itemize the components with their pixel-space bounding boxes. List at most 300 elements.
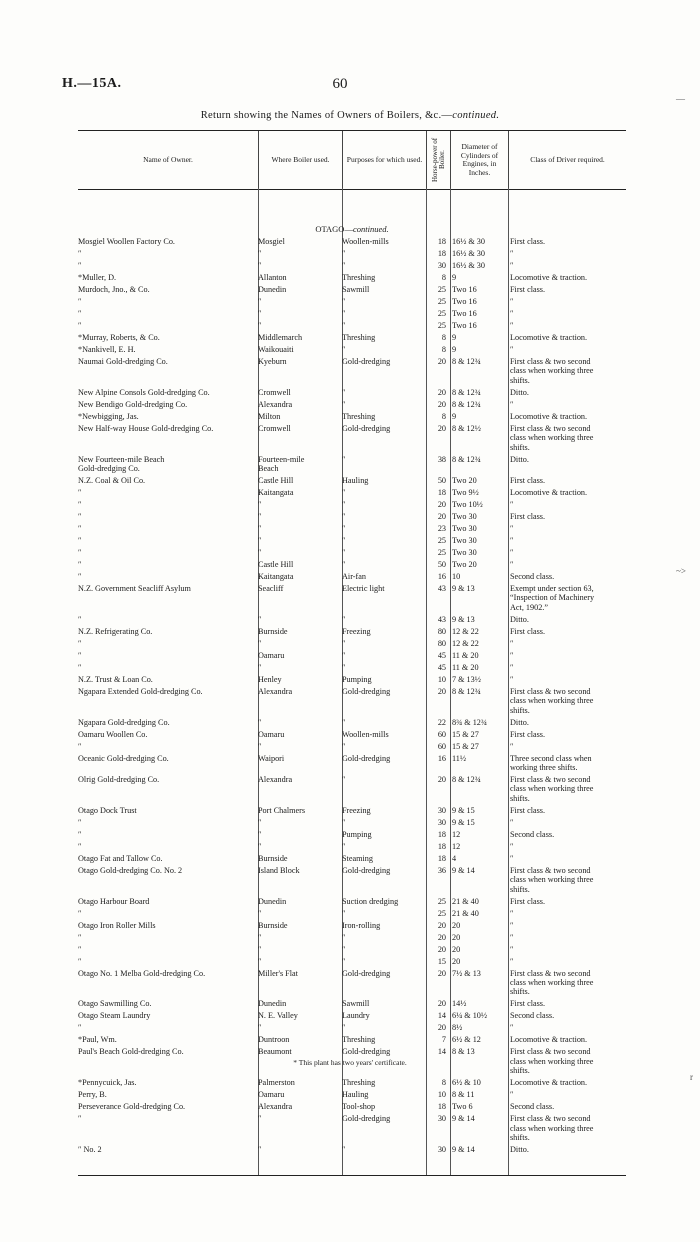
owner-name-cell: Murdoch, Jno., & Co. xyxy=(78,285,150,294)
where-used-cell: Kyeburn xyxy=(258,357,287,366)
driver-class-cell: ″ xyxy=(510,297,514,306)
cylinder-diameter-cell: 8 & 12¾ xyxy=(452,775,481,784)
driver-class-cell: Ditto. xyxy=(510,717,529,727)
col-horse-power: Horse-power of Boiler. xyxy=(426,131,450,189)
driver-class-cell: First class. xyxy=(510,626,546,636)
cylinder-diameter-cell: Two 9½ xyxy=(452,488,479,497)
horse-power-cell: 25 xyxy=(437,536,446,545)
purpose-cell: Gold-dredging xyxy=(342,753,391,763)
owner-name-cell: Mosgiel Woollen Factory Co. xyxy=(78,237,175,246)
purpose-cell: ″ xyxy=(342,399,346,409)
purpose-cell: ″ xyxy=(342,500,346,509)
cylinder-diameter-cell: 9 & 13 xyxy=(452,584,475,593)
purpose-cell: Steaming xyxy=(342,853,373,863)
purpose-cell: ″ xyxy=(342,841,346,851)
driver-class-cell: Locomotive & traction. xyxy=(510,1035,588,1045)
table-row xyxy=(78,627,626,636)
col-name-of-owner: Name of Owner. xyxy=(143,154,193,164)
owner-name-cell: ″ xyxy=(78,249,82,258)
purpose-cell: ″ xyxy=(342,741,346,751)
purpose-cell: Freezing xyxy=(342,805,371,815)
owner-name-cell: Perry, B. xyxy=(78,1090,107,1100)
driver-class-cell: First class. xyxy=(510,476,546,485)
table-row xyxy=(78,572,626,581)
owner-name-cell: Otago Steam Laundry xyxy=(78,1011,151,1021)
owner-name-cell: Ngapara Extended Gold-dredging Co. xyxy=(78,686,203,696)
purpose-cell: Sawmill xyxy=(342,999,370,1009)
where-used-cell: ″ xyxy=(258,512,262,521)
horse-power-cell: 23 xyxy=(437,524,446,533)
table-row xyxy=(78,249,626,258)
purpose-cell: ″ xyxy=(342,345,346,354)
owner-name-cell: Paul's Beach Gold-dredging Co. xyxy=(78,1047,184,1057)
purpose-cell: Gold-dredging xyxy=(342,686,391,696)
where-used-cell: ″ xyxy=(258,524,262,533)
horse-power-cell: 18 xyxy=(437,853,446,863)
horse-power-cell: 15 xyxy=(437,956,446,966)
where-used-cell: ″ xyxy=(258,638,262,648)
table-row xyxy=(78,536,626,545)
cylinder-diameter-cell: Two 30 xyxy=(452,512,477,521)
table-row xyxy=(78,488,626,497)
table-row xyxy=(78,775,626,803)
table-row xyxy=(78,921,626,930)
horse-power-cell: 80 xyxy=(437,638,446,648)
horse-power-cell: 30 xyxy=(437,817,446,827)
where-used-cell: Port Chalmers xyxy=(258,805,306,815)
horse-power-cell: 20 xyxy=(437,512,446,521)
purpose-cell: ″ xyxy=(342,548,346,557)
driver-class-cell: First class. xyxy=(510,729,546,739)
purpose-cell: ″ xyxy=(342,650,346,660)
horse-power-cell: 20 xyxy=(437,999,446,1009)
table-row xyxy=(78,909,626,918)
where-used-cell: Oamaru xyxy=(258,650,285,660)
where-used-cell: Milton xyxy=(258,411,281,421)
owner-name-cell: Otago Fat and Tallow Co. xyxy=(78,853,163,863)
cylinder-diameter-cell: Two 16 xyxy=(452,321,477,330)
driver-class-cell: ″ xyxy=(510,638,514,648)
driver-class-cell: Locomotive & traction. xyxy=(510,488,588,497)
purpose-cell: Air-fan xyxy=(342,572,366,581)
cylinder-diameter-cell: 8 & 11 xyxy=(452,1090,475,1100)
owner-name-cell: Otago Dock Trust xyxy=(78,805,137,815)
table-bottom-rule xyxy=(78,1175,626,1176)
owner-name-cell: ″ xyxy=(78,650,82,660)
where-used-cell: Island Block xyxy=(258,865,300,875)
cylinder-diameter-cell: 8¾ & 12¾ xyxy=(452,717,488,727)
table-row xyxy=(78,687,626,715)
cylinder-diameter-cell: 7½ & 13 xyxy=(452,968,481,978)
driver-class-cell: First class & two second class when working three shifts. xyxy=(510,865,594,894)
horse-power-cell: 20 xyxy=(437,357,446,366)
horse-power-cell: 20 xyxy=(437,1023,446,1033)
owner-name-cell: New Half-way House Gold-dredging Co. xyxy=(78,423,214,433)
horse-power-cell: 16 xyxy=(437,753,446,763)
horse-power-cell: 18 xyxy=(437,249,446,258)
table-row xyxy=(78,1102,626,1111)
table-row xyxy=(78,1114,626,1142)
driver-class-cell: Locomotive & traction. xyxy=(510,333,588,342)
driver-class-cell: ″ xyxy=(510,500,514,509)
owner-name-cell: *Muller, D. xyxy=(78,273,117,282)
driver-class-cell: ″ xyxy=(510,741,514,751)
table-row xyxy=(78,1145,626,1154)
driver-class-cell: ″ xyxy=(510,650,514,660)
driver-class-cell: First class & two second class when working three shifts. xyxy=(510,1114,594,1142)
cylinder-diameter-cell: 8 & 12½ xyxy=(452,423,481,433)
cylinder-diameter-cell: Two 20 xyxy=(452,476,477,485)
owner-name-cell: *Newbigging, Jas. xyxy=(78,411,139,421)
cylinder-diameter-cell: 8 & 13 xyxy=(452,1047,475,1057)
owner-name-cell: ″ xyxy=(78,614,82,624)
driver-class-cell: ″ xyxy=(510,1023,514,1033)
where-used-cell: Burnside xyxy=(258,626,288,636)
table-row xyxy=(78,969,626,997)
purpose-cell: Hauling xyxy=(342,1090,369,1100)
where-used-cell: ″ xyxy=(258,841,262,851)
owner-name-cell: Naumai Gold-dredging Co. xyxy=(78,357,168,366)
cylinder-diameter-cell: 9 xyxy=(452,333,457,342)
margin-mark: — xyxy=(676,94,685,104)
purpose-cell: Hauling xyxy=(342,476,369,485)
purpose-cell: ″ xyxy=(342,488,346,497)
horse-power-cell: 50 xyxy=(437,476,446,485)
purpose-cell: Gold-dredging xyxy=(342,1114,391,1124)
driver-class-cell: Second class. xyxy=(510,1102,555,1112)
table-row xyxy=(78,321,626,330)
purpose-cell: ″ xyxy=(342,297,346,306)
driver-class-cell: ″ xyxy=(510,321,514,330)
table-row xyxy=(78,1078,626,1087)
driver-class-cell: ″ xyxy=(510,674,514,684)
horse-power-cell: 80 xyxy=(437,626,446,636)
owner-name-cell: New Fourteen-mile Beach Gold-dredging Co. xyxy=(78,454,165,473)
driver-class-cell: ″ xyxy=(510,817,514,827)
purpose-cell: ″ xyxy=(342,309,346,318)
table-row xyxy=(78,999,626,1008)
owner-name-cell: ″ xyxy=(78,536,82,545)
owner-name-cell: ″ xyxy=(78,309,82,318)
table-row xyxy=(78,548,626,557)
return-title xyxy=(0,110,700,121)
owner-name-cell: *Murray, Roberts, & Co. xyxy=(78,333,160,342)
horse-power-cell: 43 xyxy=(437,584,446,593)
owner-name-cell: ″ xyxy=(78,932,82,942)
horse-power-cell: 43 xyxy=(437,614,446,624)
driver-class-cell: ″ xyxy=(510,932,514,942)
purpose-cell: ″ xyxy=(342,249,346,258)
cylinder-diameter-cell: 9 & 13 xyxy=(452,614,475,624)
where-used-cell: Duntroon xyxy=(258,1035,290,1045)
horse-power-cell: 60 xyxy=(437,729,446,739)
purpose-cell: ″ xyxy=(342,817,346,827)
cylinder-diameter-cell: 11 & 20 xyxy=(452,650,479,660)
where-used-cell: Burnside xyxy=(258,853,288,863)
purpose-cell: ″ xyxy=(342,1145,346,1154)
purpose-cell: ″ xyxy=(342,932,346,942)
where-used-cell: ″ xyxy=(258,309,262,318)
cylinder-diameter-cell: 16½ & 30 xyxy=(452,237,485,246)
purpose-cell: Gold-dredging xyxy=(342,1047,391,1057)
cylinder-diameter-cell: 6½ & 10 xyxy=(452,1078,481,1088)
horse-power-cell: 16 xyxy=(437,572,446,581)
owner-name-cell: ″ xyxy=(78,548,82,557)
cylinder-diameter-cell: Two 20 xyxy=(452,560,477,569)
where-used-cell: ″ xyxy=(258,956,262,966)
horse-power-cell: 20 xyxy=(437,399,446,409)
where-used-cell: ″ xyxy=(258,662,262,672)
purpose-cell: Woollen-mills xyxy=(342,729,389,739)
horse-power-cell: 30 xyxy=(437,1145,446,1154)
driver-class-cell: First class & two second class when working three shifts. xyxy=(510,1047,594,1076)
driver-class-cell: Second class. xyxy=(510,829,555,839)
where-used-cell: Beaumont xyxy=(258,1047,292,1057)
horse-power-cell: 18 xyxy=(437,841,446,851)
owner-name-cell: ″ xyxy=(78,944,82,954)
purpose-cell: Laundry xyxy=(342,1011,370,1021)
where-used-cell: Alexandra xyxy=(258,686,293,696)
where-used-cell: ″ xyxy=(258,741,262,751)
horse-power-cell: 45 xyxy=(437,650,446,660)
table-row xyxy=(78,651,626,660)
driver-class-cell: First class. xyxy=(510,237,546,246)
where-used-cell: Waipori xyxy=(258,753,285,763)
driver-class-cell: ″ xyxy=(510,841,514,851)
where-used-cell: ″ xyxy=(258,614,262,624)
col-purposes: Purposes for which used. xyxy=(342,131,426,189)
table-row xyxy=(78,285,626,294)
owner-name-cell: ″ xyxy=(78,741,82,751)
horse-power-cell: 8 xyxy=(441,273,446,282)
cylinder-diameter-cell: 9 & 15 xyxy=(452,817,475,827)
driver-class-cell: ″ xyxy=(510,524,514,533)
driver-class-cell: ″ xyxy=(510,956,514,966)
driver-class-cell: ″ xyxy=(510,944,514,954)
owner-name-cell: N.Z. Trust & Loan Co. xyxy=(78,674,153,684)
where-used-cell: ″ xyxy=(258,717,262,727)
where-used-cell: N. E. Valley xyxy=(258,1011,298,1021)
owner-name-cell: *Pennycuick, Jas. xyxy=(78,1078,137,1088)
table-row xyxy=(78,424,626,452)
table-row xyxy=(78,854,626,863)
purpose-cell: ″ xyxy=(342,956,346,966)
cylinder-diameter-cell: 10 xyxy=(452,572,461,581)
horse-power-cell: 8 xyxy=(441,345,446,354)
owner-name-cell: *Nankivell, E. H. xyxy=(78,345,136,354)
purpose-cell: Tool-shop xyxy=(342,1102,376,1112)
where-used-cell: Alexandra xyxy=(258,775,293,784)
table-row xyxy=(78,639,626,648)
table-row xyxy=(78,818,626,827)
driver-class-cell: Second class. xyxy=(510,572,555,581)
driver-class-cell: ″ xyxy=(510,345,514,354)
table-row xyxy=(78,500,626,509)
cylinder-diameter-cell: 9 xyxy=(452,345,457,354)
purpose-cell: Threshing xyxy=(342,273,376,282)
horse-power-cell: 30 xyxy=(437,1114,446,1124)
driver-class-cell: ″ xyxy=(510,548,514,557)
owner-name-cell: ″ xyxy=(78,1023,82,1033)
purpose-cell: Iron-rolling xyxy=(342,920,381,930)
horse-power-cell: 45 xyxy=(437,662,446,672)
purpose-cell: ″ xyxy=(342,717,346,727)
cylinder-diameter-cell: 12 xyxy=(452,829,461,839)
owner-name-cell: ″ xyxy=(78,829,82,839)
table-row xyxy=(78,806,626,815)
where-used-cell: ″ xyxy=(258,1114,262,1124)
where-used-cell: Cromwell xyxy=(258,387,291,397)
horse-power-cell: 20 xyxy=(437,686,446,696)
horse-power-cell: 50 xyxy=(437,560,446,569)
table-row xyxy=(78,357,626,385)
where-used-cell: Dunedin xyxy=(258,896,287,906)
owner-name-cell: Otago Sawmilling Co. xyxy=(78,999,152,1009)
driver-class-cell: First class & two second class when working three shifts. xyxy=(510,968,594,997)
table-row xyxy=(78,1023,626,1032)
cylinder-diameter-cell: 11 & 20 xyxy=(452,662,479,672)
table-row xyxy=(78,297,626,306)
table-row xyxy=(78,897,626,906)
horse-power-cell: 14 xyxy=(437,1011,446,1021)
purpose-cell: Gold-dredging xyxy=(342,423,391,433)
purpose-cell: Gold-dredging xyxy=(342,865,391,875)
horse-power-cell: 22 xyxy=(437,717,446,727)
cylinder-diameter-cell: 8 & 12¾ xyxy=(452,399,481,409)
owner-name-cell: ″ xyxy=(78,638,82,648)
where-used-cell: ″ xyxy=(258,536,262,545)
cylinder-diameter-cell: 8 & 12¾ xyxy=(452,387,481,397)
table-row xyxy=(78,237,626,246)
return-title-continued: continued. xyxy=(452,110,500,121)
owner-name-cell: Otago No. 1 Melba Gold-dredging Co. xyxy=(78,968,206,978)
table-row xyxy=(78,842,626,851)
cylinder-diameter-cell: 9 xyxy=(452,273,457,282)
horse-power-cell: 8 xyxy=(441,411,446,421)
margin-mark: ~> xyxy=(676,566,686,576)
cylinder-diameter-cell: 20 xyxy=(452,944,461,954)
table-row xyxy=(78,455,626,474)
driver-class-cell: First class & two second class when working three shifts. xyxy=(510,686,594,715)
purpose-cell: Pumping xyxy=(342,674,372,684)
where-used-cell: Castle Hill xyxy=(258,560,294,569)
cylinder-diameter-cell: 8½ xyxy=(452,1023,463,1033)
owner-name-cell: ″ xyxy=(78,297,82,306)
driver-class-cell: First class & two second class when working three shifts. xyxy=(510,775,594,803)
table-row xyxy=(78,675,626,684)
where-used-cell: ″ xyxy=(258,817,262,827)
horse-power-cell: 25 xyxy=(437,285,446,294)
horse-power-cell: 20 xyxy=(437,500,446,509)
purpose-cell: ″ xyxy=(342,1023,346,1033)
where-used-cell: Oamaru xyxy=(258,729,285,739)
col-where-used: Where Boiler used. xyxy=(258,131,342,189)
where-used-cell: Kaitangata xyxy=(258,572,294,581)
page-header xyxy=(0,76,700,98)
cylinder-diameter-cell: Two 30 xyxy=(452,536,477,545)
horse-power-cell: 7 xyxy=(441,1035,446,1045)
cylinder-diameter-cell: 15 & 27 xyxy=(452,729,479,739)
cylinder-diameter-cell: Two 6 xyxy=(452,1102,473,1112)
cylinder-diameter-cell: Two 10½ xyxy=(452,500,483,509)
driver-class-cell: First class & two second class when working three shifts. xyxy=(510,357,594,385)
driver-class-cell: First class. xyxy=(510,896,546,906)
table-row xyxy=(78,830,626,839)
where-used-cell: ″ xyxy=(258,1145,262,1154)
cylinder-diameter-cell: 6½ & 12 xyxy=(452,1035,481,1045)
purpose-cell: ″ xyxy=(342,944,346,954)
owner-name-cell: ″ xyxy=(78,908,82,918)
cylinder-diameter-cell: Two 16 xyxy=(452,285,477,294)
where-used-cell: ″ xyxy=(258,500,262,509)
driver-class-cell: Locomotive & traction. xyxy=(510,1078,588,1088)
driver-class-cell: ″ xyxy=(510,249,514,258)
cylinder-diameter-cell: 11½ xyxy=(452,753,467,763)
owner-name-cell: Olrig Gold-dredging Co. xyxy=(78,775,160,784)
owner-name-cell: New Alpine Consols Gold-dredging Co. xyxy=(78,387,210,397)
purpose-cell: Pumping xyxy=(342,829,372,839)
table-row xyxy=(78,412,626,421)
owner-name-cell: ″ xyxy=(78,1114,82,1124)
table-row xyxy=(78,742,626,751)
driver-class-cell: Three second class when working three shifts. xyxy=(510,753,592,772)
cylinder-diameter-cell: 9 & 14 xyxy=(452,1114,475,1124)
purpose-cell: Electric light xyxy=(342,584,385,593)
where-used-cell: ″ xyxy=(258,932,262,942)
cylinder-diameter-cell: 4 xyxy=(452,853,457,863)
table-row xyxy=(78,400,626,409)
owner-name-cell: ″ xyxy=(78,956,82,966)
cylinder-diameter-cell: 12 & 22 xyxy=(452,626,479,636)
margin-mark: r xyxy=(690,1072,693,1082)
section-heading: OTAGO—continued. xyxy=(315,224,389,234)
purpose-cell: Freezing xyxy=(342,626,371,636)
where-used-cell: Palmerston xyxy=(258,1078,295,1088)
cylinder-diameter-cell: 14½ xyxy=(452,999,467,1009)
owner-name-cell: ″ xyxy=(78,488,82,497)
purpose-cell: ″ xyxy=(342,614,346,624)
table-row xyxy=(78,933,626,942)
horse-power-cell: 25 xyxy=(437,321,446,330)
owner-name-cell: ″ xyxy=(78,261,82,270)
purpose-cell: ″ xyxy=(342,454,346,464)
cylinder-diameter-cell: Two 30 xyxy=(452,524,477,533)
purpose-cell: ″ xyxy=(342,662,346,672)
owner-name-cell: ″ xyxy=(78,662,82,672)
table-row xyxy=(78,273,626,282)
driver-class-cell: First class & two second class when working three shifts. xyxy=(510,423,594,452)
owner-name-cell: ″ No. 2 xyxy=(78,1145,102,1154)
cylinder-diameter-cell: 12 & 22 xyxy=(452,638,479,648)
horse-power-cell: 20 xyxy=(437,944,446,954)
driver-class-cell: ″ xyxy=(510,662,514,672)
horse-power-cell: 10 xyxy=(437,674,446,684)
return-title-text: Return showing the Names of Owners of Boilers, &c.— xyxy=(200,110,453,121)
where-used-cell: ″ xyxy=(258,297,262,306)
cylinder-diameter-cell: Two 16 xyxy=(452,297,477,306)
purpose-cell: Suction dredging xyxy=(342,896,399,906)
cylinder-diameter-cell: 15 & 27 xyxy=(452,741,479,751)
page-number: 60 xyxy=(332,76,348,92)
cylinder-diameter-cell: 21 & 40 xyxy=(452,896,479,906)
driver-class-cell: ″ xyxy=(510,853,514,863)
horse-power-cell: 18 xyxy=(437,237,446,246)
cylinder-diameter-cell: 20 xyxy=(452,956,461,966)
driver-class-cell: ″ xyxy=(510,920,514,930)
owner-name-cell: N.Z. Refrigerating Co. xyxy=(78,626,153,636)
owner-name-cell: Perseverance Gold-dredging Co. xyxy=(78,1102,186,1112)
horse-power-cell: 60 xyxy=(437,741,446,751)
